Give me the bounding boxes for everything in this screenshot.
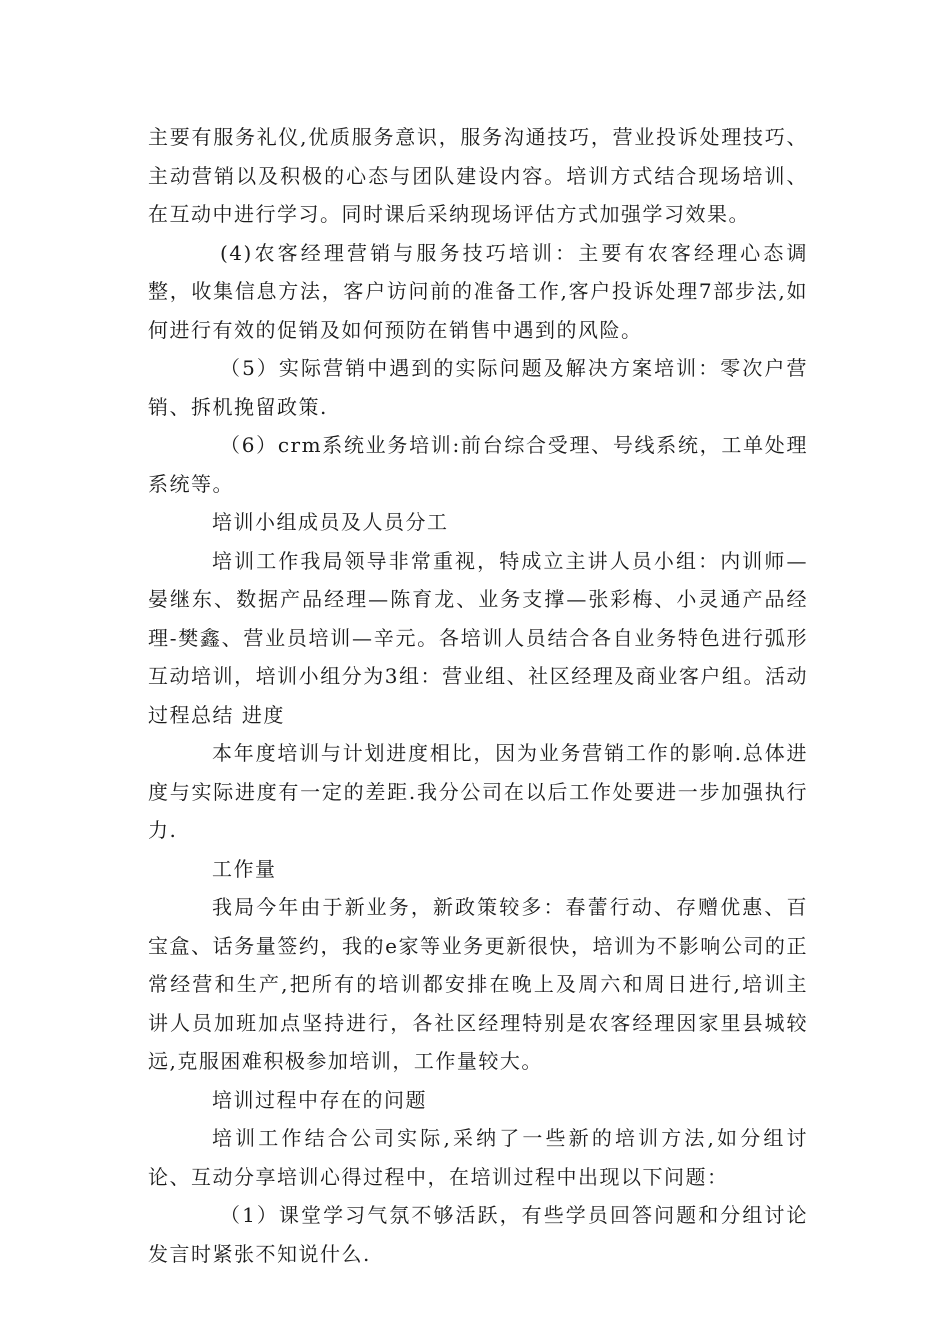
paragraph-service-etiquette: 主要有服务礼仪,优质服务意识，服务沟通技巧，营业投诉处理技巧、主动营销以及积极的心态与团队建设内容。培训方式结合现场培训、在互动中进行学习。同时课后采纳现场评估方式加强学习效果。 [148, 125, 808, 226]
paragraph-item-6: （6）crm系统业务培训:前台综合受理、号线系统，工单处理系统等。 [148, 433, 808, 496]
paragraph-item-4: (4)农客经理营销与服务技巧培训：主要有农客经理心态调整，收集信息方法，客户访问前的准备工作,客户投诉处理7部步法,如何进行有效的促销及如何预防在销售中遇到的风险。 [148, 240, 808, 342]
heading-workload: 工作量 [212, 856, 277, 881]
paragraph-problem-1: （1）课堂学习气氛不够活跃，有些学员回答问题和分组讨论发言时紧张不知说什么. [148, 1203, 808, 1266]
heading-training-team: 培训小组成员及人员分工 [212, 510, 449, 534]
paragraph-training-team: 培训工作我局领导非常重视，特成立主讲人员小组：内训师—晏继东、数据产品经理—陈育龙、业务支撑—张彩梅、小灵通产品经理-樊鑫、营业员培训—辛元。各培训人员结合各自业务特色进行弧形互动培训，培训小组分为3组：营业组、社区经理及商业客户组。活动过程总结 进度 [148, 548, 808, 727]
paragraph-problems: 培训工作结合公司实际,采纳了一些新的培训方法,如分组讨论、互动分享培训心得过程中，在培训过程中出现以下问题： [148, 1126, 808, 1189]
document-body [148, 118, 808, 1273]
heading-problems: 培训过程中存在的问题 [212, 1087, 427, 1112]
paragraph-item-5: （5）实际营销中遇到的实际问题及解决方案培训：零次户营销、拆机挽留政策. [148, 356, 808, 419]
paragraph-workload: 我局今年由于新业务，新政策较多：春蕾行动、存赠优惠、百宝盒、话务量签约，我的e家等业务更新很快，培训为不影响公司的正常经营和生产,把所有的培训都安排在晚上及周六和周日进行,培训主讲人员加班加点坚持进行，各社区经理特别是农客经理因家里县城较远,克服困难积极参加培训，工作量较大。 [148, 895, 808, 1073]
paragraph-progress: 本年度培训与计划进度相比，因为业务营销工作的影响.总体进度与实际进度有一定的差距.我分公司在以后工作处要进一步加强执行力. [148, 741, 808, 842]
